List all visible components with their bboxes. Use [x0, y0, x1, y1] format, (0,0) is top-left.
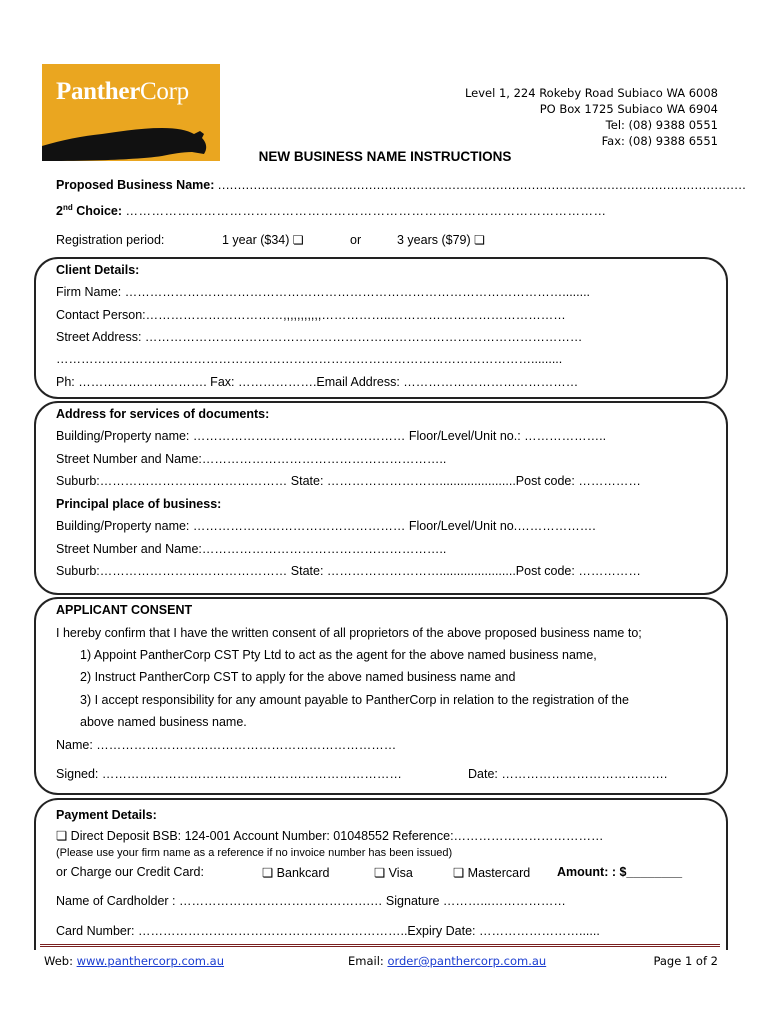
- contact-person-field[interactable]: Contact Person:……………………………,,,,,,,,,,,……………..……………………………………: [56, 308, 566, 322]
- visa-option[interactable]: ❏ Visa: [374, 866, 413, 880]
- street-address-field[interactable]: Street Address: ……………………………………………………………………………………………: [56, 330, 583, 344]
- second-choice-label: 2nd Choice:: [56, 203, 123, 219]
- principal-business-heading: Principal place of business:: [56, 497, 222, 511]
- email-link[interactable]: order@panthercorp.com.au: [387, 954, 547, 968]
- registration-1-year-option[interactable]: [222, 233, 304, 247]
- footer-web: Web: www.panthercorp.com.au: [44, 954, 225, 968]
- registration-period-label: Registration period:: [56, 233, 165, 247]
- cardholder-signature-field[interactable]: Name of Cardholder : ……………………………………….… Signature ………...………………: [56, 894, 566, 908]
- consent-name-field[interactable]: Name: ………………………………………………………………: [56, 738, 397, 752]
- consent-intro: I hereby confirm that I have the written consent of all proprietors of the above proposed business name to;: [56, 626, 642, 640]
- contact-phone-fax-email-field[interactable]: Ph: …………………………. Fax: ……………….Email Address: ……………………………………: [56, 375, 579, 389]
- address-line-4: Fax: (08) 9388 6551: [601, 134, 718, 148]
- address-line-2: PO Box 1725 Subiaco WA 6904: [539, 102, 718, 116]
- principal-suburb-field[interactable]: Suburb:……………………………………… State: ………………………......................Post code: ……………: [56, 564, 641, 578]
- page-title: NEW BUSINESS NAME INSTRUCTIONS: [258, 149, 512, 164]
- consent-heading: APPLICANT CONSENT: [56, 603, 193, 617]
- services-suburb-field[interactable]: Suburb:……………………………………… State: ………………………......................Post code: ……………: [56, 474, 641, 488]
- services-heading: Address for services of documents:: [56, 407, 270, 421]
- street-address-line2-field[interactable]: …………………………………………………………………………………………………….........: [56, 352, 563, 366]
- payment-heading: Payment Details:: [56, 808, 157, 822]
- consent-item-3-cont: above named business name.: [80, 715, 247, 729]
- logo-text: PantherCorp: [56, 78, 189, 105]
- proposed-name-dots: .....................................................................................................................................: [217, 178, 747, 192]
- footer-divider: [40, 944, 720, 947]
- principal-street-field[interactable]: Street Number and Name:…………………………………………………..: [56, 542, 447, 556]
- registration-1-year-label: 1 year ($34): [222, 233, 290, 247]
- proposed-name-field[interactable]: [56, 178, 746, 192]
- second-choice-dots: …………………………………………………………………………………………………: [125, 204, 607, 219]
- address-line-1: Level 1, 224 Rokeby Road Subiaco WA 6008: [464, 86, 718, 100]
- address-line-3: Tel: (08) 9388 0551: [605, 118, 718, 132]
- credit-card-label: or Charge our Credit Card:: [56, 865, 204, 879]
- card-number-expiry-field[interactable]: Card Number: ………………………………………………………..Expiry Date: ……………………......: [56, 924, 600, 938]
- principal-building-field[interactable]: Building/Property name: …………………………………………… Floor/Level/Unit no.……………….: [56, 519, 596, 533]
- footer-email: Email: order@panthercorp.com.au: [348, 954, 547, 968]
- services-building-field[interactable]: Building/Property name: …………………………………………… Floor/Level/Unit no.: ………………..: [56, 429, 607, 443]
- consent-signed-field[interactable]: Signed: ………………………………………………………………: [56, 767, 402, 781]
- direct-deposit-option[interactable]: ❏ Direct Deposit BSB: 124-001 Account Number: 01048552 Reference:………………………………: [56, 829, 604, 843]
- reference-note: (Please use your firm name as a reference if no invoice number has been issued): [56, 847, 453, 859]
- proposed-name-label: Proposed Business Name:: [56, 178, 215, 192]
- company-logo: [42, 64, 220, 161]
- panther-silhouette-icon: [42, 64, 220, 161]
- page-number: Page 1 of 2: [653, 954, 718, 968]
- client-details-heading: Client Details:: [56, 263, 140, 277]
- registration-3-years-option[interactable]: [397, 233, 485, 247]
- second-choice-field[interactable]: [56, 203, 607, 218]
- checkbox-icon[interactable]: ❏: [292, 233, 304, 247]
- registration-or: or: [350, 233, 362, 247]
- checkbox-icon[interactable]: ❏: [474, 233, 485, 247]
- services-street-field[interactable]: Street Number and Name:…………………………………………………..: [56, 452, 447, 466]
- consent-item-2: 2) Instruct PantherCorp CST to apply for the above named business name and: [80, 670, 516, 684]
- consent-date-field[interactable]: Date: ………………………………….: [468, 767, 668, 781]
- registration-3-years-label: 3 years ($79): [397, 233, 471, 247]
- consent-item-1: 1) Appoint PantherCorp CST Pty Ltd to act as the agent for the above named business name,: [80, 648, 597, 662]
- firm-name-field[interactable]: Firm Name: ……………………………………………………………………………………………........: [56, 285, 591, 299]
- website-link[interactable]: www.panthercorp.com.au: [76, 954, 225, 968]
- consent-item-3: 3) I accept responsibility for any amount payable to PantherCorp in relation to the registration of the: [80, 693, 629, 707]
- mastercard-option[interactable]: ❏ Mastercard: [453, 866, 531, 880]
- bankcard-option[interactable]: ❏ Bankcard: [262, 866, 330, 880]
- amount-field[interactable]: Amount: : $________: [557, 865, 683, 879]
